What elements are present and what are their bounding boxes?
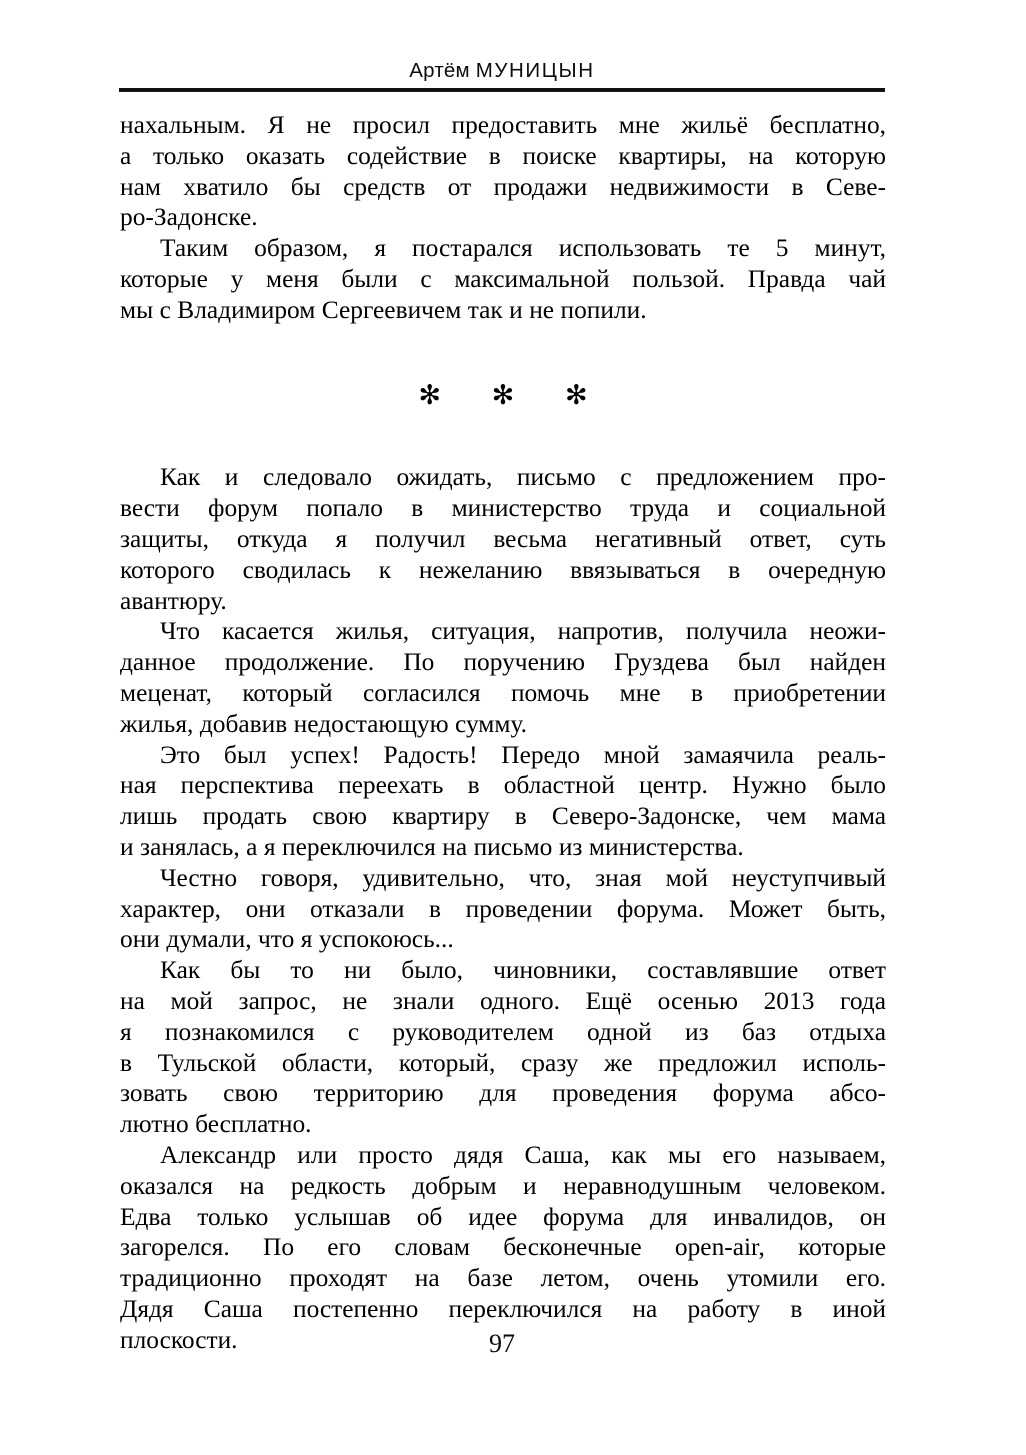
text-line: мы с Владимиром Сергеевичем так и не попили. — [120, 295, 647, 324]
spacer — [120, 326, 886, 380]
text-line: оказался на редкость добрым и неравнодушным человеком. — [120, 1171, 886, 1200]
text-line: Дядя Саша постепенно переключился на работу в иной — [120, 1294, 886, 1323]
text-line: Таким образом, я постарался использовать те 5 минут, — [160, 234, 886, 263]
paragraph — [120, 462, 886, 616]
paragraph — [120, 616, 886, 739]
text-line: Как бы то ни было, чиновники, составлявшие ответ — [160, 956, 886, 985]
text-line: а только оказать содействие в поиске квартиры, на которую — [120, 141, 886, 170]
text-line: и занялась, а я переключился на письмо из министерства. — [120, 832, 744, 861]
text-line: авантюру. — [120, 586, 227, 615]
paragraph — [120, 955, 886, 1140]
text-line: меценат, который согласился помочь мне в приобретении — [120, 678, 886, 707]
text-line: они думали, что я успокоюсь... — [120, 925, 454, 954]
text-line: загорелся. По его словам бесконечные open-air, которые — [120, 1233, 886, 1262]
text-line: Едва только услышав об идее форума для инвалидов, он — [120, 1202, 886, 1231]
text-line: защиты, откуда я получил весьма негативный ответ, суть — [120, 524, 886, 553]
text-line: лютно бесплатно. — [120, 1110, 312, 1139]
text-line: ная перспектива переехать в областной центр. Нужно было — [120, 771, 886, 800]
paragraph — [120, 110, 886, 233]
text-line: нам хватило бы средств от продажи недвижимости в Севе- — [120, 172, 886, 201]
spacer — [120, 410, 886, 462]
text-line: традиционно проходят на базе летом, очень утомили его. — [120, 1264, 886, 1293]
text-line: Это был успех! Радость! Передо мной замаячила реаль- — [160, 740, 886, 769]
text-line: Честно говоря, удивительно, что, зная мой неуступчивый — [160, 863, 886, 892]
text-line: зовать свою территорию для проведения форума абсо- — [120, 1079, 886, 1108]
text-line: лишь продать свою квартиру в Северо-Задонске, чем мама — [120, 802, 886, 831]
text-line: в Тульской области, который, сразу же предложил исполь- — [120, 1048, 886, 1077]
asterism-separator: ✻ ✻ ✻ — [418, 379, 610, 410]
text-line: характер, они отказали в проведении форума. Может быть, — [120, 894, 886, 923]
text-line: Как и следовало ожидать, письмо с предложением про- — [160, 463, 886, 492]
text-line: я познакомился с руководителем одной из баз отдыха — [120, 1017, 886, 1046]
running-head — [119, 58, 885, 84]
text-line: на мой запрос, не знали одного. Ещё осенью 2013 года — [120, 986, 886, 1015]
text-line: которого сводилась к нежеланию ввязываться в очередную — [120, 555, 886, 584]
page-number: 97 — [489, 1329, 515, 1358]
paragraph — [120, 740, 886, 863]
text-line: ро-Задонске. — [120, 203, 258, 232]
running-head-rule — [119, 88, 885, 92]
running-head-surname: МУНИЦЫН — [475, 59, 595, 82]
text-line: Что касается жилья, ситуация, напротив, получила неожи- — [160, 617, 886, 646]
text-line: вести форум попало в министерство труда и социальной — [120, 494, 886, 523]
text-line: Александр или просто дядя Саша, как мы его называем, — [160, 1140, 886, 1169]
body-text-block — [120, 110, 886, 1355]
paragraph — [120, 863, 886, 955]
text-line: которые у меня были с максимальной пользой. Правда чай — [120, 264, 886, 293]
text-line: жилья, добавив недостающую сумму. — [120, 709, 527, 738]
paragraph — [120, 233, 886, 325]
running-head-first-name: Артём — [409, 59, 470, 82]
text-line: нахальным. Я не просил предоставить мне жильё бесплатно, — [120, 111, 886, 139]
text-line: данное продолжение. По поручению Груздева был найден — [120, 648, 886, 677]
paragraph — [120, 1140, 886, 1356]
text-line: плоскости. — [120, 1325, 238, 1354]
